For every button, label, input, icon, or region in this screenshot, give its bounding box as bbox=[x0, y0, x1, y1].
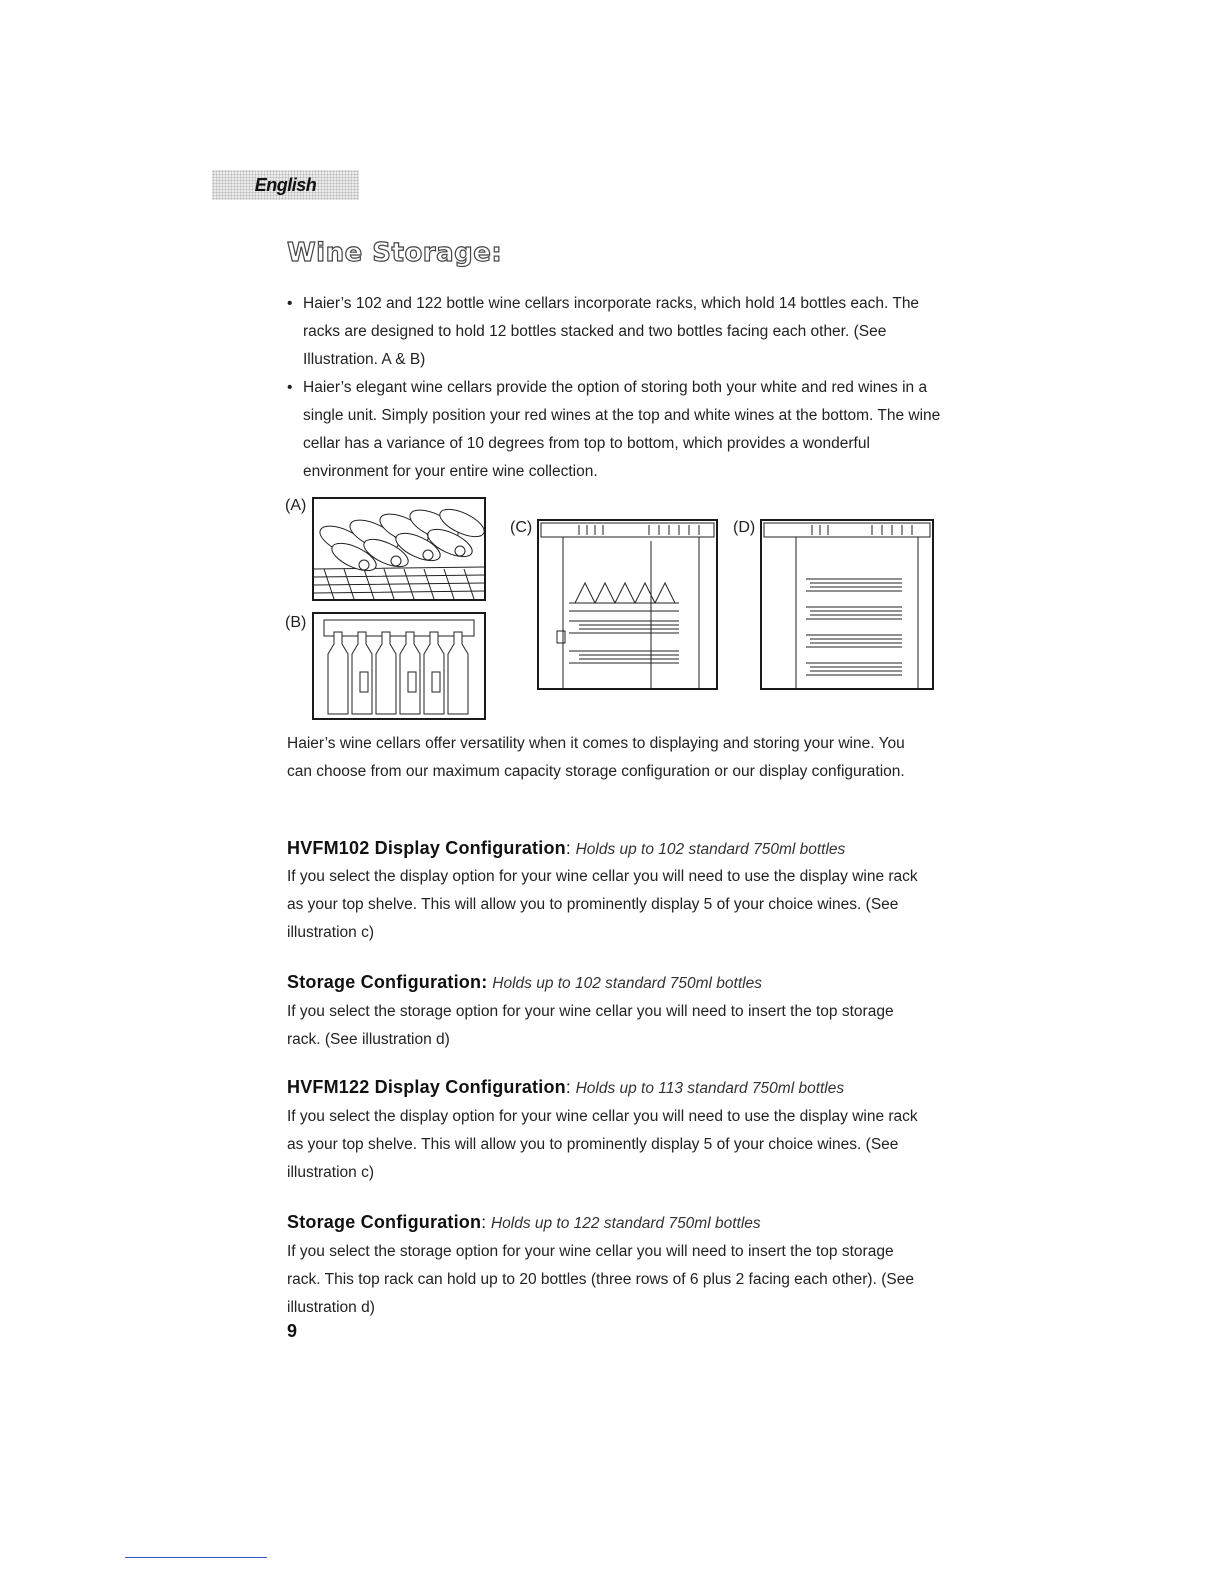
figure-b-label: (B) bbox=[285, 614, 307, 631]
figure-a-racked-bottles bbox=[312, 497, 486, 601]
section-heading bbox=[287, 972, 762, 993]
section-subtitle: Holds up to 122 standard 750ml bottles bbox=[490, 1215, 761, 1232]
section-heading: HVFM102 Display Configuration: Holds up to 102 standard 750ml bottles bbox=[287, 838, 846, 858]
section-body: If you select the storage option for your wine cellar you will need to insert the top storage rack. (See illustration d) bbox=[287, 1003, 894, 1048]
figure-d-storage-configuration bbox=[760, 519, 934, 690]
section-body: If you select the display option for your wine cellar you will need to use the display wine rack as your top shelve. This will allow you to prominently display 5 of your choice wines. (See illustration c) bbox=[287, 868, 918, 941]
display-cellar-illustration bbox=[539, 521, 716, 688]
section-title: Storage Configuration bbox=[287, 1212, 482, 1232]
section-title: HVFM122 Display Configuration bbox=[287, 1077, 566, 1097]
page-number: 9 bbox=[287, 1321, 298, 1341]
figure-c-label: (C) bbox=[510, 519, 533, 536]
footer-divider bbox=[125, 1557, 267, 1558]
language-tab bbox=[212, 170, 359, 200]
bullet-item: • Haier’s elegant wine cellars provide the option of storing both your white and red wines in a single unit. Simply position your red wines at the top and white wines at the bottom. The wine cellar has a variance of 10 degrees from top to bottom, which provides a wonderful environment for your entire wine collection. bbox=[287, 374, 947, 486]
section-subtitle: Holds up to 102 standard 750ml bottles bbox=[575, 841, 846, 858]
section-body: If you select the storage option for your wine cellar you will need to insert the top storage rack. This top rack can hold up to 20 bottles (three rows of 6 plus 2 facing each other). (See illustration d) bbox=[287, 1243, 914, 1316]
section-subtitle: Holds up to 113 standard 750ml bottles bbox=[575, 1080, 845, 1097]
figure-d-label: (D) bbox=[733, 519, 756, 536]
section-title: HVFM102 Display Configuration bbox=[287, 838, 566, 858]
storage-cellar-illustration bbox=[762, 521, 932, 688]
figure-c-display-configuration bbox=[537, 519, 718, 690]
section-title: Storage Configuration: bbox=[287, 972, 488, 992]
section-heading: Storage Configuration: Holds up to 122 standard 750ml bottles bbox=[287, 1212, 761, 1232]
bullet-list bbox=[287, 290, 947, 486]
section-body: If you select the display option for your wine cellar you will need to use the display wine rack as your top shelve. This will allow you to prominently display 5 of your choice wines. (See illustration c) bbox=[287, 1108, 918, 1181]
page-title: Wine Storage: bbox=[287, 238, 503, 268]
intro-paragraph: Haier’s wine cellars offer versatility when it comes to displaying and storing your wine. You can choose from our maximum capacity storage configuration or our display configuration. bbox=[287, 735, 905, 780]
figure-b-facing-bottles bbox=[312, 612, 486, 720]
figure-a-label: (A) bbox=[285, 497, 307, 514]
rack-bottles-illustration bbox=[314, 499, 484, 599]
section-heading: HVFM122 Display Configuration: Holds up to 113 standard 750ml bottles bbox=[287, 1077, 845, 1097]
language-tab-label: English bbox=[254, 174, 317, 195]
section-subtitle: Holds up to 102 standard 750ml bottles bbox=[492, 975, 762, 992]
facing-bottles-illustration bbox=[314, 614, 484, 718]
bullet-item: • Haier’s 102 and 122 bottle wine cellars incorporate racks, which hold 14 bottles each. The racks are designed to hold 12 bottles stacked and two bottles facing each other. (See Illustration. A & B) bbox=[287, 290, 947, 374]
